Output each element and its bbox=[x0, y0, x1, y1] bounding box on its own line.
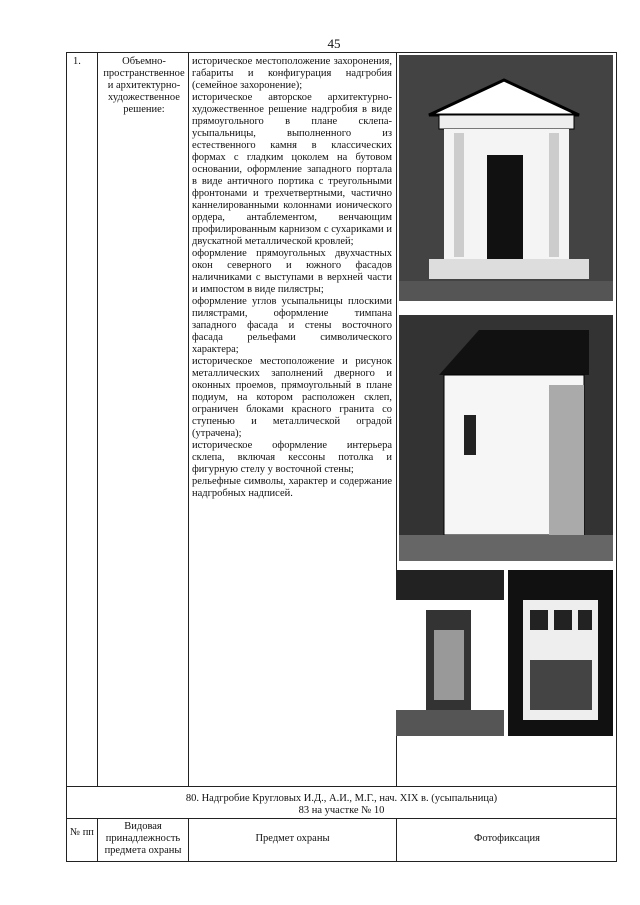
header-num: № пп bbox=[70, 827, 94, 838]
header-type: Видовая принадлежность предмета охраны bbox=[104, 821, 182, 856]
subject-item: оформление прямоугольных двухчастных окон северного и южного фасадов наличниками с выступами в верхней части и импостом в виде пилястры; bbox=[192, 248, 392, 295]
subject-item: историческое авторское архитектурно-художественное решение надгробия в виде прямоугольного в плане склепа-усыпальницы, выполненного из естественного камня в классических формах с гладким цоколем на бутовом основании, оформление западного портала в виде античного портика с треугольными фронтонами и трехчетвертными, частично каннелированными колоннами ионического ордера, антаблементом, венчающим профилированным карнизом с сухариками и двускатной металлической кровлей; bbox=[192, 92, 392, 247]
row-type: Объемно-пространственное и архитектурно-художественное решение: bbox=[103, 56, 185, 115]
subject-item: историческое оформление интерьера склепа, включая кессоны потолка и фигурную стелу у восточной стены; bbox=[192, 440, 392, 475]
photo-portal-facade bbox=[399, 55, 613, 301]
table-header bbox=[67, 819, 616, 861]
header-subject: Предмет охраны bbox=[255, 833, 330, 844]
table-row bbox=[67, 53, 616, 787]
monument-caption bbox=[67, 787, 616, 819]
photo-interior-right bbox=[508, 570, 613, 736]
header-photo: Фотофиксация bbox=[474, 833, 540, 844]
row-subject bbox=[192, 56, 392, 500]
subject-item: оформление углов усыпальницы плоскими пилястрами, оформление тимпана западного фасада и стены восточного фасада рельефами символического характера; bbox=[192, 296, 392, 355]
caption-location: 83 на участке № 10 bbox=[298, 805, 385, 816]
photo-interior-left bbox=[396, 570, 504, 736]
subject-item: историческое местоположение и рисунок металлических заполнений дверного и оконных проемов, прямоугольный в плане подиум, на котором расположен склеп, ограничен блоками красного гранита со ступенью и металлической оградой (утрачена); bbox=[192, 356, 392, 439]
subject-item: рельефные символы, характер и содержание надгробных надписей. bbox=[192, 476, 392, 499]
row-number: 1. bbox=[73, 56, 81, 67]
subject-item: историческое местоположение захоронения, габариты и конфигурация надгробия (семейное захоронение); bbox=[192, 56, 392, 91]
photo-side-facade bbox=[399, 315, 613, 561]
page-number: 45 bbox=[327, 36, 341, 51]
caption-title: 80. Надгробие Кругловых И.Д., А.И., М.Г., нач. XIX в. (усыпальница) bbox=[185, 793, 498, 804]
protection-table bbox=[66, 52, 617, 862]
